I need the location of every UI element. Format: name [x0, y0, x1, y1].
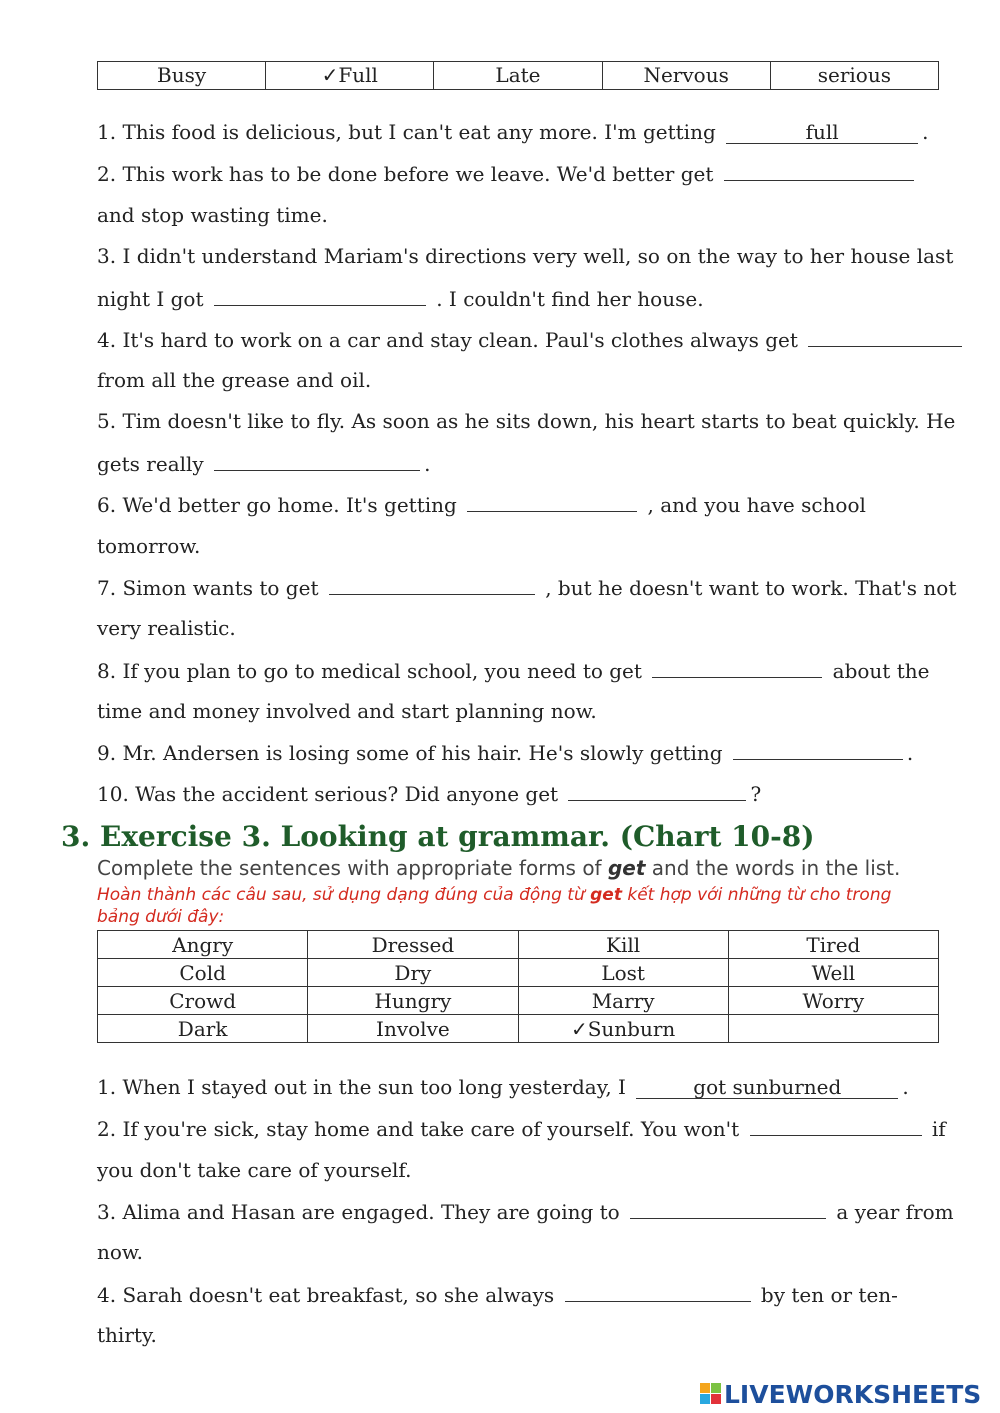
table-row — [98, 1015, 939, 1043]
question-text: 8. If you plan to go to medical school, you need to get — [97, 659, 649, 683]
question-text: a year from — [830, 1200, 954, 1224]
table-row — [98, 987, 939, 1015]
instruction-keyword: get — [590, 885, 622, 905]
word-list-table-2 — [97, 930, 939, 1043]
section-heading: 3. Exercise 3. Looking at grammar. (Chart 10-8) — [61, 820, 815, 853]
word-cell: Hungry — [308, 987, 518, 1015]
question-7-continued: very realistic. — [97, 616, 236, 640]
word-cell: Kill — [518, 931, 728, 959]
answer-field[interactable] — [329, 574, 535, 595]
word-cell: Involve — [308, 1015, 518, 1043]
question-2 — [97, 160, 947, 187]
question-text: 2. This work has to be done before we leave. We'd better get — [97, 162, 720, 186]
question-text: if — [925, 1117, 946, 1141]
word-cell: Busy — [98, 62, 266, 90]
question-8 — [97, 657, 947, 684]
question-text: . — [424, 452, 431, 476]
instruction-text — [97, 856, 900, 880]
question-4-continued: from all the grease and oil. — [97, 368, 372, 392]
instruction-part: Complete the sentences with appropriate forms of — [97, 856, 608, 880]
word-cell: Angry — [98, 931, 308, 959]
question-text: 1. When I stayed out in the sun too long yesterday, I — [97, 1075, 633, 1099]
word-cell: Dressed — [308, 931, 518, 959]
question-text: 4. It's hard to work on a car and stay clean. Paul's clothes always get — [97, 328, 805, 352]
answer-field[interactable] — [565, 1281, 751, 1302]
answer-field[interactable] — [568, 780, 746, 801]
ex3-question-2-continued: you don't take care of yourself. — [97, 1158, 412, 1182]
ex3-question-4-continued: thirty. — [97, 1323, 157, 1347]
word-cell: Late — [434, 62, 602, 90]
question-text: 7. Simon wants to get — [97, 576, 325, 600]
instruction-part: and the words in the list. — [645, 856, 901, 880]
answer-field[interactable] — [750, 1115, 922, 1136]
table-row — [98, 959, 939, 987]
answer-field[interactable] — [467, 491, 637, 512]
logo-text: LIVEWORKSHEETS — [724, 1379, 982, 1409]
question-1 — [97, 119, 947, 145]
word-cell: ✓Full — [266, 62, 434, 90]
question-text: 6. We'd better go home. It's getting — [97, 493, 464, 517]
answer-field[interactable] — [733, 739, 903, 760]
instruction-part: kết hợp với những từ cho trong bảng dưới đây: — [97, 885, 892, 927]
question-3: 3. I didn't understand Mariam's directions very well, so on the way to her house last — [97, 244, 954, 268]
answer-field[interactable]: full — [726, 121, 918, 144]
word-cell: Lost — [518, 959, 728, 987]
instruction-part: Hoàn thành các câu sau, sử dụng dạng đúng của động từ — [97, 885, 591, 905]
answer-field[interactable] — [724, 160, 914, 181]
word-cell: Tired — [728, 931, 938, 959]
question-text: 4. Sarah doesn't eat breakfast, so she always — [97, 1283, 561, 1307]
answer-field[interactable] — [808, 326, 962, 347]
question-text: night I got — [97, 287, 210, 311]
word-cell: Cold — [98, 959, 308, 987]
question-text: 3. Alima and Hasan are engaged. They are going to — [97, 1200, 627, 1224]
question-text: about the — [826, 659, 930, 683]
word-cell: Worry — [728, 987, 938, 1015]
question-4 — [97, 326, 947, 353]
ex3-question-4 — [97, 1281, 947, 1308]
answer-field[interactable] — [214, 285, 426, 306]
word-cell: Dry — [308, 959, 518, 987]
question-text: . — [906, 741, 914, 765]
word-cell: Crowd — [98, 987, 308, 1015]
question-text: , but he doesn't want to work. That's not — [538, 576, 957, 600]
question-text: . — [902, 1075, 909, 1099]
liveworksheets-logo — [700, 1378, 1000, 1410]
question-text: . — [922, 120, 929, 144]
question-5: 5. Tim doesn't like to fly. As soon as he sits down, his heart starts to beat quickly. He — [97, 409, 956, 433]
vietnamese-instruction — [97, 884, 937, 928]
question-text: . I couldn't find her house. — [429, 287, 704, 311]
question-text: 2. If you're sick, stay home and take care of yourself. You won't — [97, 1117, 746, 1141]
question-6-continued: tomorrow. — [97, 534, 201, 558]
table-row — [98, 62, 939, 90]
word-cell — [728, 1015, 938, 1043]
word-cell: Nervous — [602, 62, 770, 90]
question-text: ? — [750, 782, 762, 806]
question-text: by ten or ten- — [754, 1283, 898, 1307]
table-row — [98, 931, 939, 959]
instruction-keyword: get — [607, 856, 646, 880]
ex3-question-3 — [97, 1198, 954, 1225]
word-cell: Well — [728, 959, 938, 987]
word-list-table-1 — [97, 61, 939, 90]
question-3-continued — [97, 285, 947, 312]
question-text: 10. Was the accident serious? Did anyone get — [97, 782, 565, 806]
question-7 — [97, 574, 957, 601]
word-cell: ✓Sunburn — [518, 1015, 728, 1043]
ex3-question-3-continued: now. — [97, 1240, 144, 1264]
question-10 — [97, 780, 947, 807]
question-text: 9. Mr. Andersen is losing some of his hair. He's slowly getting — [97, 741, 729, 765]
question-text: gets really — [97, 452, 211, 476]
question-6 — [97, 491, 947, 518]
answer-field[interactable]: got sunburned — [636, 1076, 898, 1099]
word-cell: Marry — [518, 987, 728, 1015]
word-cell: Dark — [98, 1015, 308, 1043]
ex3-question-2 — [97, 1115, 947, 1142]
question-5-continued — [97, 450, 947, 477]
question-text: , and you have school — [641, 493, 866, 517]
word-cell: serious — [770, 62, 938, 90]
answer-field[interactable] — [630, 1198, 826, 1219]
question-8-continued: time and money involved and start planning now. — [97, 699, 597, 723]
question-text: 1. This food is delicious, but I can't eat any more. I'm getting — [97, 120, 723, 144]
question-2-continued: and stop wasting time. — [97, 203, 328, 227]
answer-field[interactable] — [652, 657, 822, 678]
logo-mark-icon — [700, 1383, 722, 1405]
answer-field[interactable] — [214, 450, 420, 471]
ex3-question-1 — [97, 1074, 947, 1100]
question-9 — [97, 739, 947, 766]
